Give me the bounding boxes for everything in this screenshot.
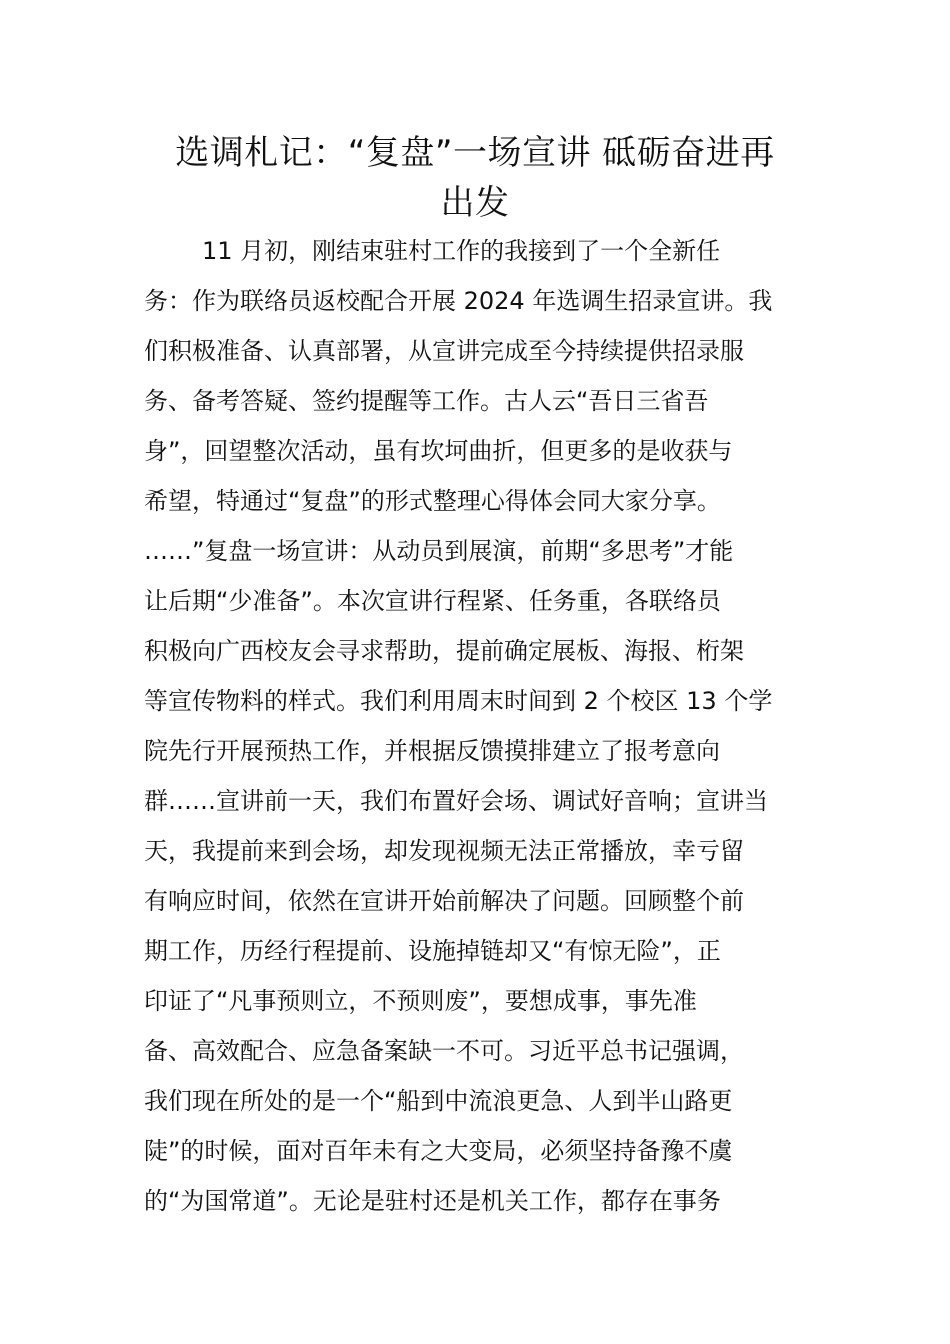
body-line: 陡”的时候，面对百年未有之大变局，必须坚持备豫不虞 (144, 1137, 733, 1165)
document-title (140, 128, 810, 228)
body-line: 让后期“少准备”。本次宣讲行程紧、任务重，各联络员 (144, 587, 721, 615)
body-line: 等宣传物料的样式。我们利用周末时间到 2 个校区 13 个学 (144, 687, 773, 715)
body-line: 的“为国常道”。无论是驻村还是机关工作，都存在事务 (144, 1187, 721, 1215)
title-line-2: 出发 (440, 183, 510, 223)
body-line: 务：作为联络员返校配合开展 2024 年选调生招录宣讲。我 (144, 287, 773, 315)
body-line: 我们现在所处的是一个“船到中流浪更急、人到半山路更 (144, 1087, 733, 1115)
body-line: 积极向广西校友会寻求帮助，提前确定展板、海报、桁架 (144, 637, 744, 665)
document-body (144, 226, 814, 1226)
body-line: 群……宣讲前一天，我们布置好会场、调试好音响；宣讲当 (144, 787, 768, 815)
body-line: 们积极准备、认真部署，从宣讲完成至今持续提供招录服 (144, 337, 744, 365)
body-line: 11 月初，刚结束驻村工作的我接到了一个全新任 (202, 237, 721, 265)
body-line: 身”，回望整次活动，虽有坎坷曲折，但更多的是收获与 (144, 437, 733, 465)
body-line: 希望，特通过“复盘”的形式整理心得体会同大家分享。 (144, 487, 721, 515)
body-line: 天，我提前来到会场，却发现视频无法正常播放，幸亏留 (144, 837, 744, 865)
body-line: 有响应时间，依然在宣讲开始前解决了问题。回顾整个前 (144, 887, 744, 915)
body-line: 印证了“凡事预则立，不预则废”，要想成事，事先准 (144, 987, 697, 1015)
body-line: 院先行开展预热工作，并根据反馈摸排建立了报考意向 (144, 737, 720, 765)
body-line: 务、备考答疑、签约提醒等工作。古人云“吾日三省吾 (144, 387, 709, 415)
body-line: 期工作，历经行程提前、设施掉链却又“有惊无险”，正 (144, 937, 721, 965)
body-line: 备、高效配合、应急备案缺一不可。习近平总书记强调， (144, 1037, 744, 1065)
body-line: ……”复盘一场宣讲：从动员到展演，前期“多思考”才能 (144, 537, 734, 565)
title-line-1: 选调札记：“复盘”一场宣讲 砥砺奋进再 (175, 133, 775, 173)
